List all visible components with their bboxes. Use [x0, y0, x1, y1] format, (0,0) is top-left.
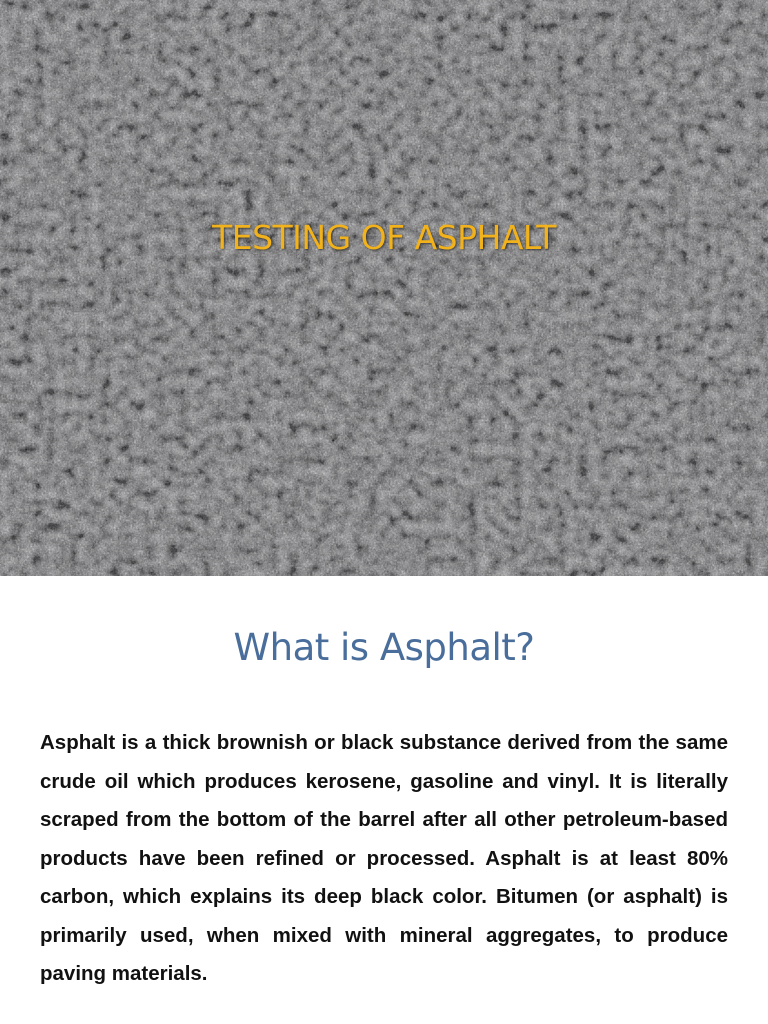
slide-title: TESTING OF ASPHALT [212, 218, 556, 257]
content-slide [0, 576, 768, 1024]
body-paragraph: Asphalt is a thick brownish or black substance derived from the same crude oil which produces kerosene, gasoline and vinyl. It is literally scraped from the bottom of the barrel after all other petroleum-based products have been refined or processed. Asphalt is at least 80% carbon, which explains its deep black color. Bitumen (or asphalt) is primarily used, when mixed with mineral aggregates, to produce paving materials. [40, 731, 728, 985]
slide-heading: What is Asphalt? [233, 626, 535, 669]
